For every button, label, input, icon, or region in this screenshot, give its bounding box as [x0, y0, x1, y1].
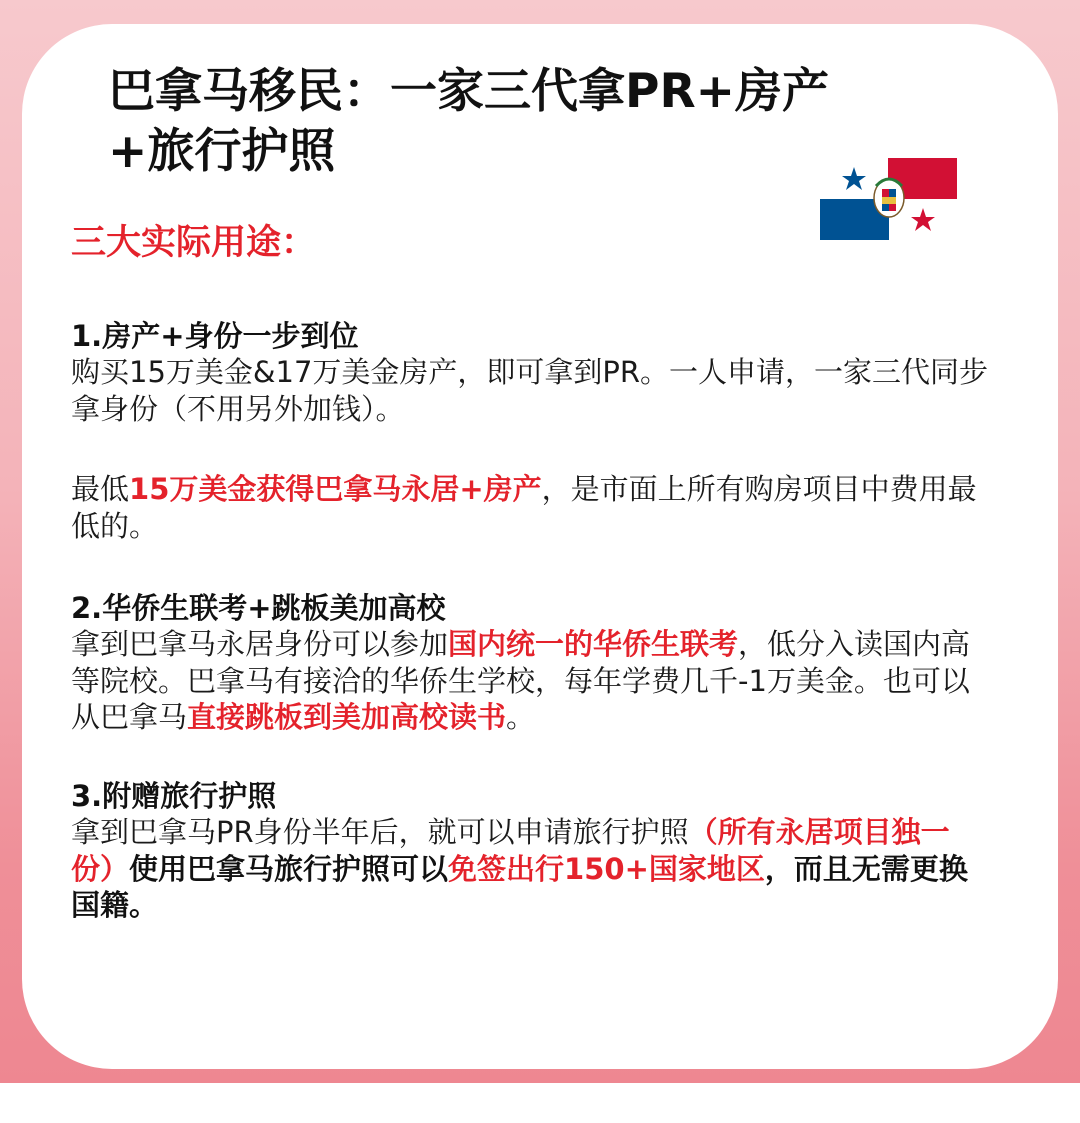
- section-heading: 1.房产+身份一步到位: [71, 319, 359, 353]
- highlight-text: 15万美金获得巴拿马永居+房产: [129, 472, 542, 506]
- title-line-2: +旅行护照: [108, 124, 336, 179]
- coat-of-arms-icon: [874, 179, 904, 217]
- bold-text: ，而且无需更换国籍。: [71, 851, 968, 922]
- section-overseas-chinese-exam: [71, 590, 991, 736]
- section-heading: 2.华侨生联考+跳板美加高校: [71, 591, 446, 625]
- bold-text: 使用巴拿马旅行护照可以: [129, 851, 449, 886]
- section-paragraph: 拿到巴拿马PR身份半年后，就可以申请旅行护照（所有永居项目独一份）使用巴拿马旅行护照可以免签出行150+国家地区，而且无需更换国籍。: [71, 815, 968, 922]
- title-line-1: 巴拿马移民：一家三代拿PR+房产: [108, 64, 830, 119]
- section-travel-passport: [71, 778, 991, 924]
- highlight-text: 免签出行150+国家地区: [448, 851, 765, 886]
- section-property-residency: [71, 318, 991, 427]
- highlight-text: 直接跳板到美加高校读书: [187, 700, 507, 734]
- section-paragraph: 拿到巴拿马永居身份可以参加国内统一的华侨生联考，低分入读国内高等院校。巴拿马有接洽的华侨生学校，每年学费几千-1万美金。也可以从巴拿马直接跳板到美加高校读书。: [71, 627, 971, 734]
- highlight-text: （所有永居项目独一份）: [71, 815, 950, 886]
- section-heading: 3.附赠旅行护照: [71, 779, 277, 813]
- page-title: [108, 62, 868, 182]
- section-paragraph: 最低15万美金获得巴拿马永居+房产，是市面上所有购房项目中费用最低的。: [71, 472, 977, 543]
- highlight-text: 国内统一的华侨生联考: [448, 627, 739, 661]
- uses-heading: 三大实际用途：: [71, 223, 317, 263]
- section-paragraph: 购买15万美金&17万美金房产，即可拿到PR。一人申请，一家三代同步拿身份（不用另外加钱）。: [71, 355, 989, 426]
- section-lowest-cost-note: [71, 471, 991, 544]
- panama-flag-icon: [820, 158, 957, 240]
